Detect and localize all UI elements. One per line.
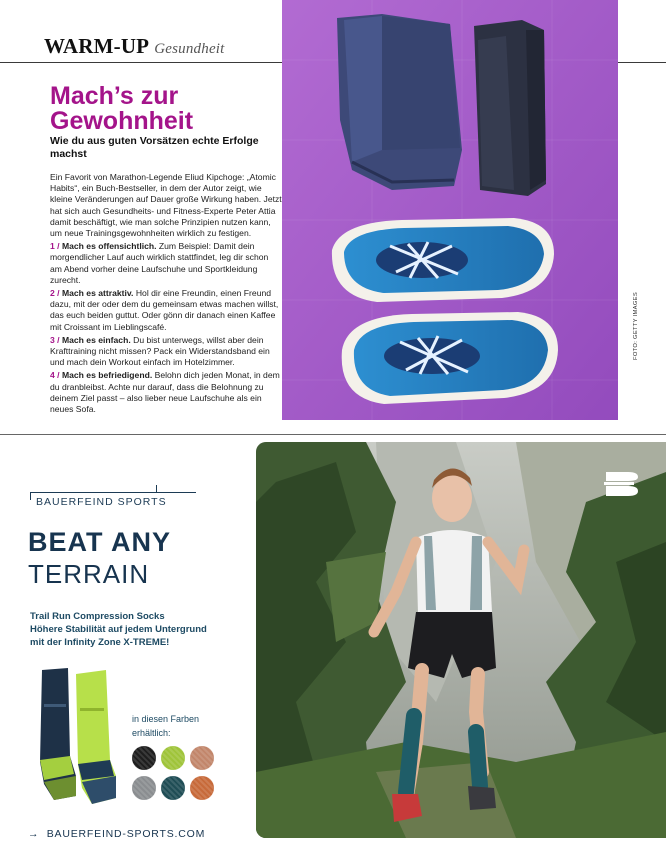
article-subheadline: Wie du aus guten Vorsätzen echte Erfolge machst [50,135,259,160]
color-swatch[interactable] [161,746,185,770]
colors-label [132,712,242,740]
ad-headline-line1: BEAT ANY [28,527,171,557]
header-rule-right [618,62,666,63]
subsection-label: Gesundheit [154,41,225,57]
color-swatch[interactable] [190,746,214,770]
article-headline: Mach’s zur Gewohnheit [50,82,194,135]
brand-frame-line-end [156,492,196,493]
color-swatch[interactable] [132,776,156,800]
ad-copy [30,610,250,649]
tip-item: 2 / Mach es attraktiv. Hol dir eine Freundin, einen Freund dazu, mit der oder dem du gemeinsam etwas machen willst, das euch beiden guttut. Oder gönn dir danach einen Kaffee mit Croissant im Lieblingscafé. [50,288,279,332]
tip-item: 4 / Mach es befriedigend. Belohn dich jeden Monat, in dem du dranbleibst. Achte nur darauf, dass die Belohnung zu deinem Ziel passt – also lieber neue Laufschuhe als ein neues Sofa. [50,370,280,415]
brand-frame-line [30,492,156,493]
ad-headline-line2: TERRAIN [28,559,150,589]
photo-illustration [282,0,618,420]
color-swatch[interactable] [132,746,156,770]
section-rubric [44,34,225,59]
header-rule [0,62,282,63]
tip-item: 1 / Mach es offensichtlich. Zum Beispiel: Damit dein morgendlicher Lauf auch wirklich stattfindet, leg dir schon am Abend vorher deine Laufschuhe und Sportkleidung zurecht. [50,241,269,285]
colors-label-line: in diesen Farben [132,714,200,724]
section-label: WARM-UP [44,34,150,58]
photo-credit: FOTO: GETTY IMAGES [633,292,639,360]
ad-brand: BAUERFEIND SPORTS [36,496,167,508]
brand-frame-tick-left [30,492,31,500]
article-intro: Ein Favorit von Marathon-Legende Eliud Kipchoge: „Atomic Habits“, ein Buch-Bestseller, in dem der Autor zeigt, wie kleine Veränderungen auf Dauer große Wirkung haben. Jetzt hat sich auch Gesundheits- und Fitness-Experte Peter Attia damit beschäftigt, wie man solche Prinzipien nutzen kann, um neue Trainingsgewohnheiten wirklich zu festigen. [50,172,282,239]
color-swatch[interactable] [190,776,214,800]
ad-copy-line: mit der Infinity Zone X-TREME! [30,637,170,648]
bauerfeind-logo-icon [604,470,640,503]
ad-copy-line: Trail Run Compression Socks [30,611,165,622]
socks-image [32,664,124,815]
tip-item: 3 / Mach es einfach. Du bist unterwegs, willst aber dein Krafttraining nicht missen? Pack ein Widerstandsband ein und mach dein Workout einfach im Hotelzimmer. [50,334,270,368]
article-body [50,172,282,417]
ad-url[interactable]: BAUERFEIND-SPORTS.COM [46,828,206,840]
color-swatch[interactable] [161,776,185,800]
arrow-right-icon: → [28,828,40,840]
article-photo [282,0,618,420]
colors-label-line: erhältlich: [132,728,171,738]
ad-copy-line: Höhere Stabilität auf jedem Untergrund [30,624,207,635]
ad-link[interactable] [28,828,205,840]
section-divider [0,434,666,435]
